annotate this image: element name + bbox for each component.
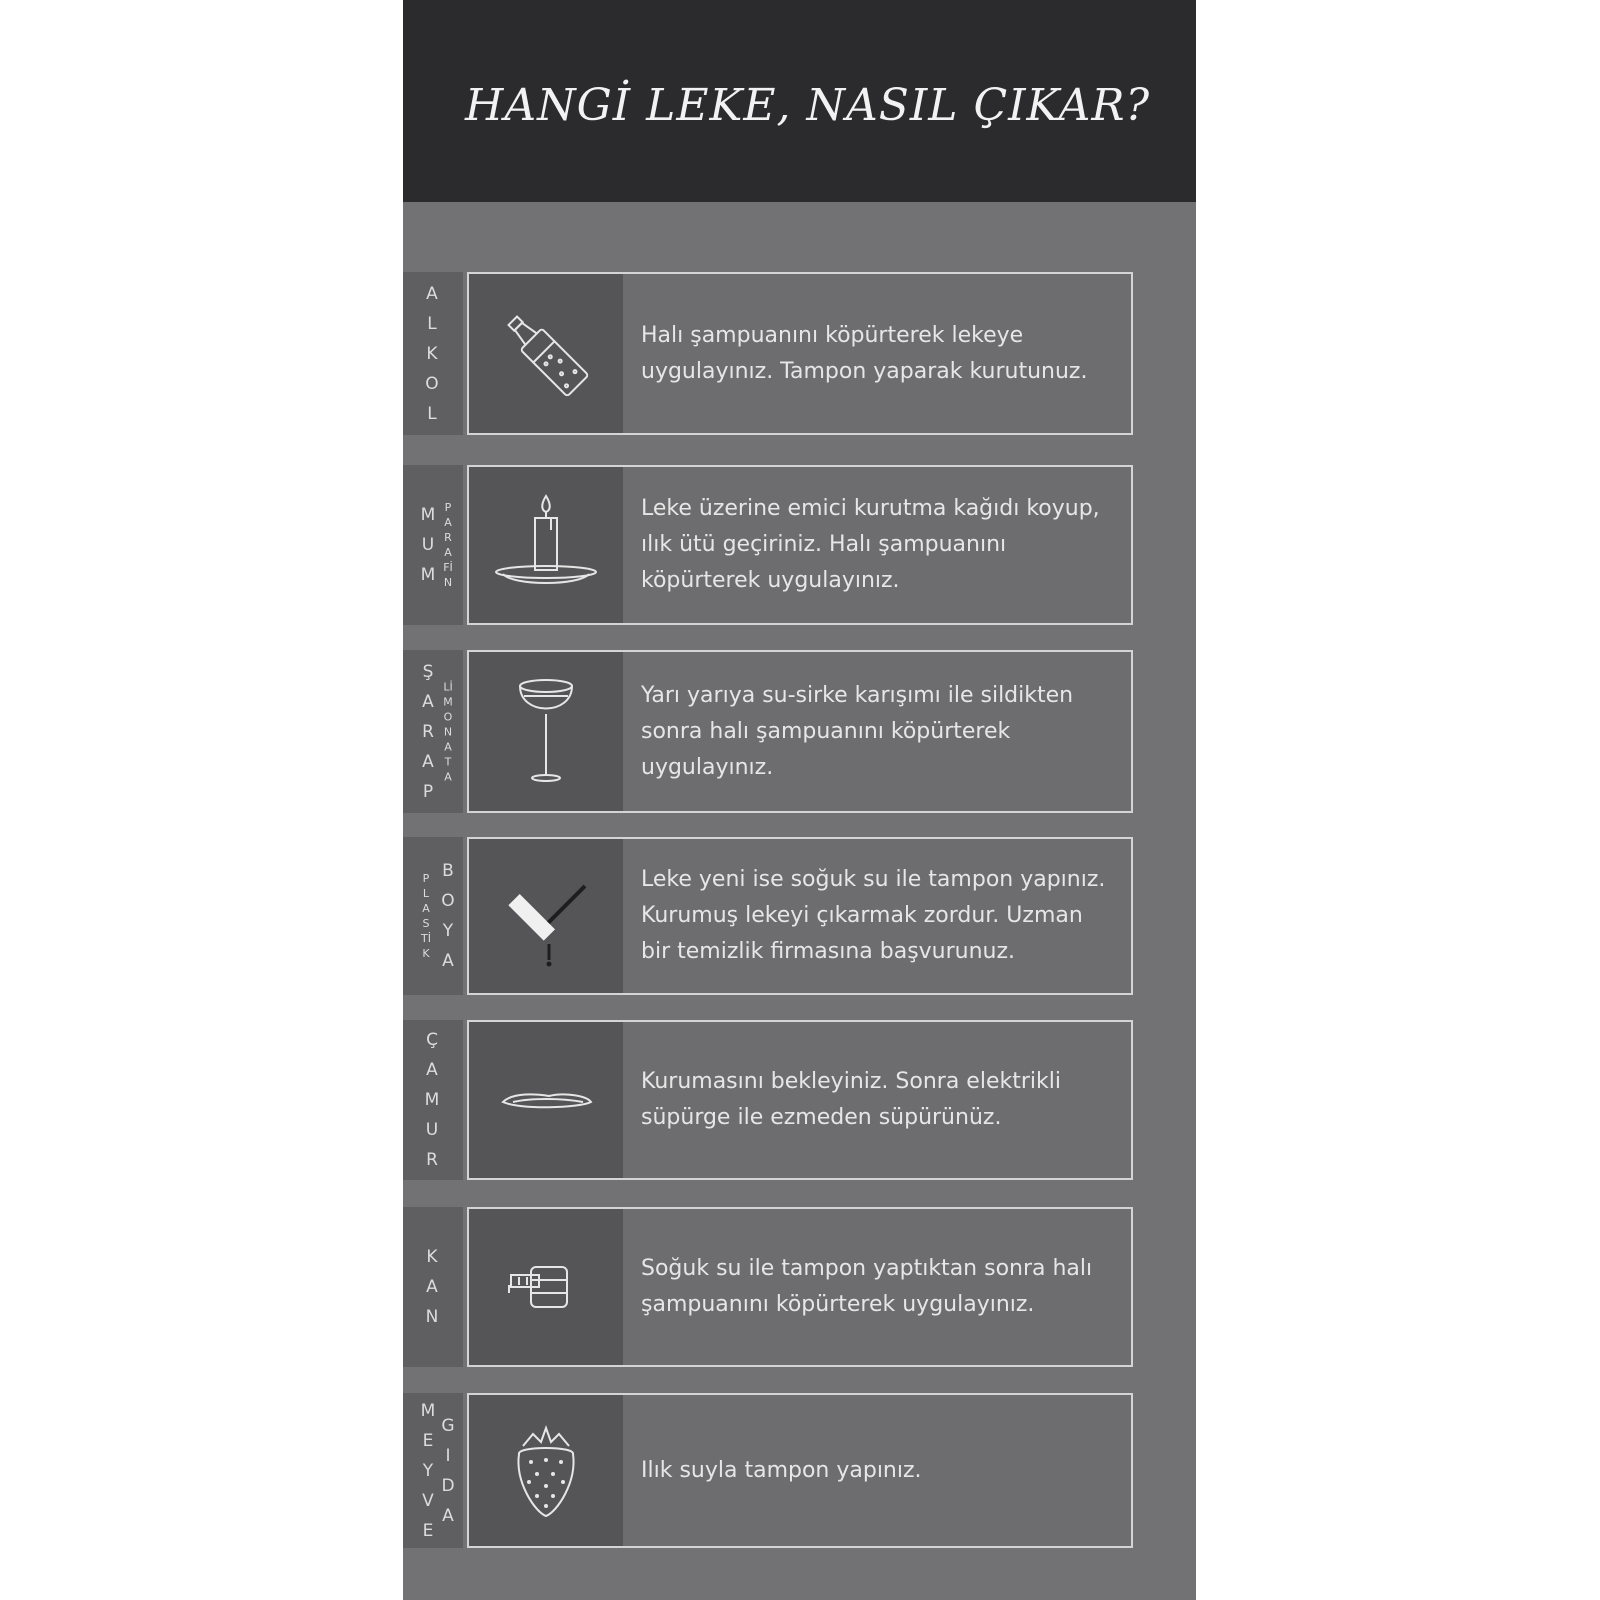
stain-row-boya [403, 837, 1196, 995]
stain-card [467, 1393, 1133, 1548]
stain-label-column [403, 1393, 463, 1548]
stain-instruction: Halı şampuanını köpürterek lekeye uygulayınız. Tampon yaparak kurutunuz. [641, 322, 1088, 384]
stain-label-column [403, 650, 463, 813]
stain-row-alkol [403, 272, 1196, 435]
paint-roller-icon [491, 856, 601, 976]
icon-box [469, 1395, 623, 1546]
stain-label: MEYVE [420, 1400, 436, 1541]
stain-label: BOYA [441, 861, 455, 971]
stain-card [467, 837, 1133, 995]
stain-instruction: Leke yeni ise soğuk su ile tampon yapınız. Kurumuş lekeyi çıkarmak zordur. Uzman bir temizlik firmasına başvurunuz. [641, 867, 1106, 964]
stain-label-secondary: PARAFİN [443, 501, 453, 589]
stain-label-column [403, 1020, 463, 1180]
icon-box [469, 274, 623, 433]
stain-label: KAN [425, 1247, 439, 1327]
bottle-icon [491, 299, 601, 409]
stain-row-kan [403, 1207, 1196, 1367]
stain-row-camur [403, 1020, 1196, 1180]
icon-box [469, 1209, 623, 1365]
icon-box [469, 467, 623, 623]
stain-label-column [403, 837, 463, 995]
stain-label-secondary: GIDA [441, 1415, 455, 1526]
stain-label-secondary: LİMONATA [443, 680, 453, 783]
stain-label: MUM [420, 505, 436, 585]
stain-label-secondary: PLASTİK [421, 872, 431, 960]
stain-label-column [403, 465, 463, 625]
stain-instruction: Soğuk su ile tampon yaptıktan sonra halı şampuanını köpürterek uygulayınız. [641, 1256, 1093, 1317]
stain-label: ŞARAP [422, 661, 434, 802]
strawberry-icon [491, 1416, 601, 1526]
stain-card [467, 465, 1133, 625]
stain-label: ÇAMUR [424, 1030, 440, 1170]
stain-instruction: Yarı yarıya su-sirke karışımı ile sildikten sonra halı şampuanını köpürterek uygulayınız. [641, 682, 1074, 780]
stain-instruction: Kurumasını bekleyiniz. Sonra elektrikli süpürge ile ezmeden süpürünüz. [641, 1069, 1061, 1130]
wine-glass-icon [491, 672, 601, 792]
candle-icon [491, 490, 601, 600]
page-title: HANGİ LEKE, NASIL ÇIKAR? [465, 80, 1151, 131]
icon-box [469, 652, 623, 811]
stain-label-column [403, 272, 463, 435]
icon-box [469, 1022, 623, 1178]
bandage-icon [491, 1247, 601, 1327]
stain-guide-panel [403, 0, 1196, 1600]
stain-instruction: Ilık suyla tampon yapınız. [641, 1457, 922, 1483]
header [403, 0, 1196, 202]
stain-label-column [403, 1207, 463, 1367]
stain-card [467, 272, 1133, 435]
stain-label: ALKOL [425, 283, 439, 424]
stain-row-mum [403, 465, 1196, 625]
mud-puddle-icon [491, 1080, 601, 1120]
stain-row-meyve [403, 1393, 1196, 1548]
stain-card [467, 650, 1133, 813]
stain-card [467, 1020, 1133, 1180]
stain-row-sarap [403, 650, 1196, 813]
icon-box [469, 839, 623, 993]
stain-card [467, 1207, 1133, 1367]
stain-instruction: Leke üzerine emici kurutma kağıdı koyup, ılık ütü geçiriniz. Halı şampuanını köpürterek uygulayınız. [641, 496, 1100, 593]
